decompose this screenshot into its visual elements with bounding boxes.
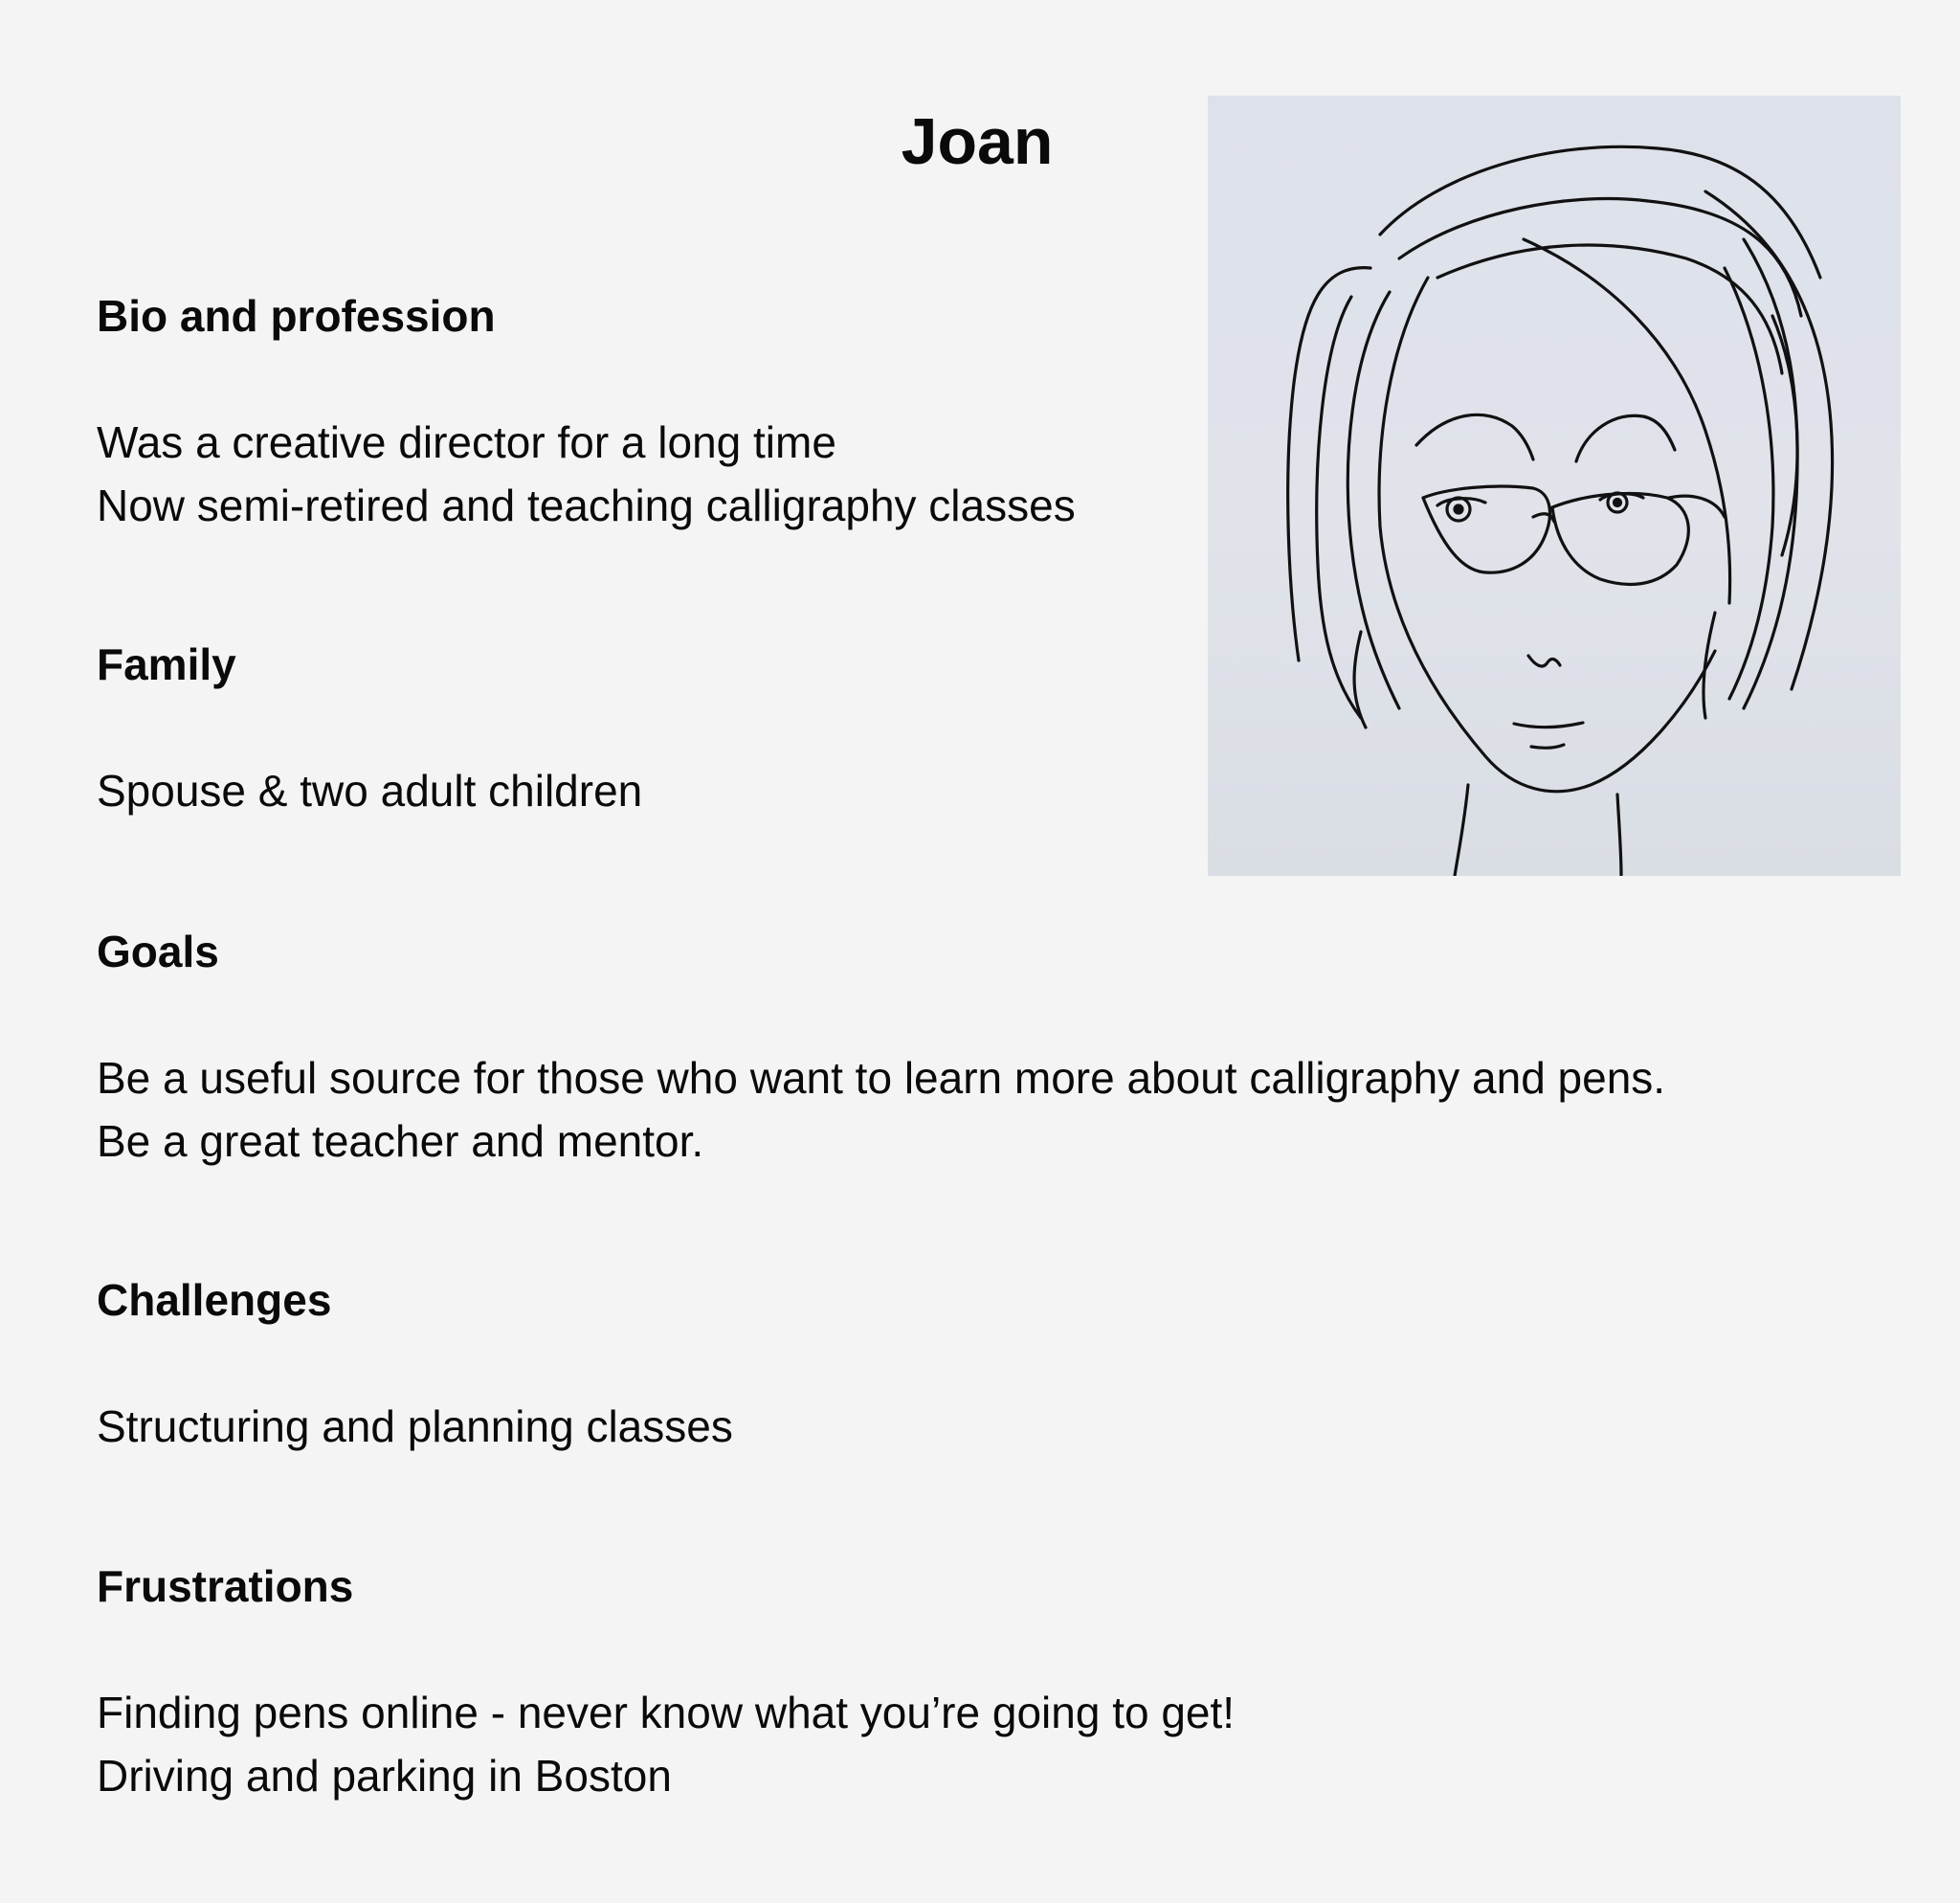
section-challenges — [97, 1268, 1858, 1458]
section-goals — [97, 920, 1858, 1173]
persona-name-title: Joan — [901, 105, 1054, 178]
section-family — [97, 633, 1858, 822]
section-heading: Goals — [97, 927, 219, 976]
section-heading: Frustrations — [97, 1561, 354, 1611]
body-line: Was a creative director for a long time — [97, 417, 836, 467]
section-frustrations — [97, 1555, 1858, 1807]
body-line: Structuring and planning classes — [97, 1401, 733, 1451]
body-line: Be a great teacher and mentor. — [97, 1116, 704, 1166]
body-line: Spouse & two adult children — [97, 766, 643, 816]
body-line: Driving and parking in Boston — [97, 1751, 672, 1801]
section-heading: Bio and profession — [97, 291, 496, 341]
section-bio — [97, 284, 1858, 537]
body-line: Finding pens online - never know what you’re going to get! — [97, 1688, 1236, 1737]
section-heading: Challenges — [97, 1275, 332, 1325]
section-heading: Family — [97, 639, 236, 689]
body-line: Be a useful source for those who want to learn more about calligraphy and pens. — [97, 1053, 1666, 1103]
body-line: Now semi-retired and teaching calligraphy classes — [97, 481, 1076, 530]
